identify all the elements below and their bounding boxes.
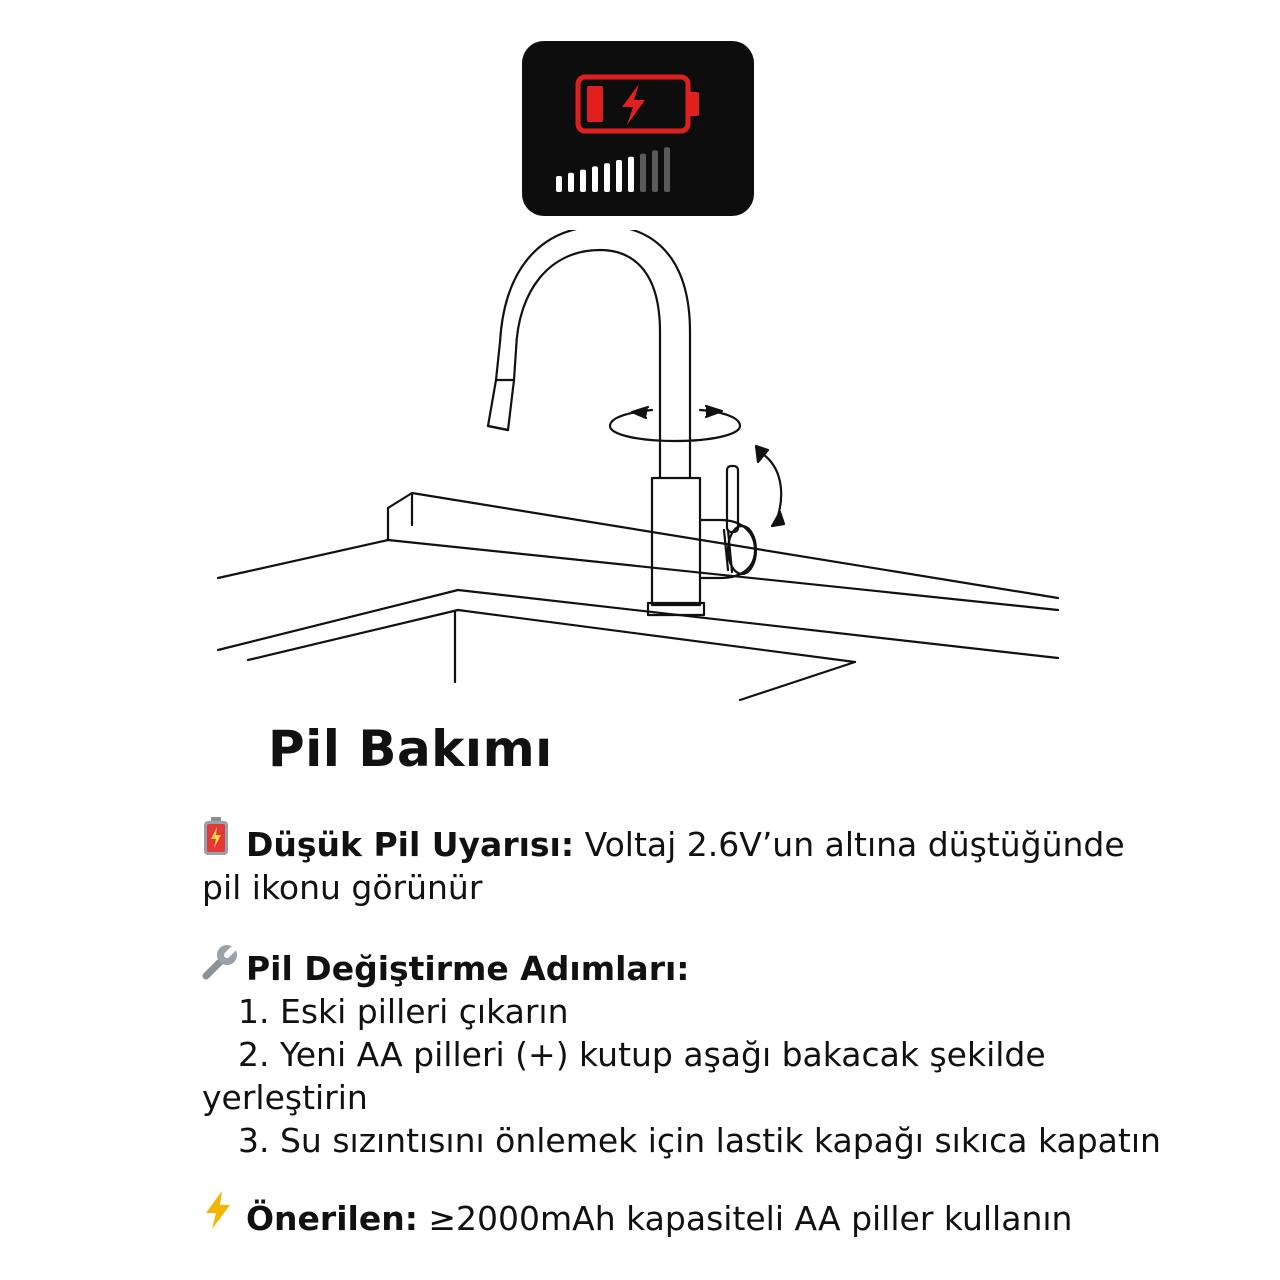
replacement-step-2-continued: yerleştirin xyxy=(202,1078,368,1117)
low-battery-icon xyxy=(578,77,699,131)
battery-level-bars xyxy=(556,147,670,192)
battery-level-bar xyxy=(640,154,646,192)
low-battery-text-1: Voltaj 2.6V’un altına düştüğünde xyxy=(574,825,1125,864)
low-battery-section xyxy=(202,816,1262,909)
replacement-step-3: 3. Su sızıntısını önlemek için lastik kapağı sıkıca kapatın xyxy=(238,1121,1161,1160)
low-battery-text-2: pil ikonu görünür xyxy=(202,868,483,907)
battery-level-bar xyxy=(580,170,586,192)
battery-indicator-graphic xyxy=(522,41,754,216)
page-title: Pil Bakımı xyxy=(268,720,553,778)
recommended-section xyxy=(202,1190,1262,1240)
battery-level-bar xyxy=(592,166,598,192)
replacement-label: Pil Değiştirme Adımları: xyxy=(246,949,690,988)
battery-level-bar xyxy=(556,176,562,192)
replacement-step-2: 2. Yeni AA pilleri (+) kutup aşağı bakacak şekilde xyxy=(238,1035,1046,1074)
replacement-step-1: 1. Eski pilleri çıkarın xyxy=(238,992,569,1031)
recommended-label: Önerilen: xyxy=(246,1199,418,1238)
recommended-text: ≥2000mAh kapasiteli AA piller kullanın xyxy=(417,1199,1073,1238)
battery-level-bar xyxy=(568,173,574,192)
battery-level-bar xyxy=(664,147,670,192)
battery-icon xyxy=(202,816,246,866)
sink-basin-lines xyxy=(248,610,855,700)
battery-level-bar xyxy=(652,150,658,192)
low-battery-label: Düşük Pil Uyarısı: xyxy=(246,825,575,864)
battery-level-bar xyxy=(604,163,610,192)
lightning-icon xyxy=(202,1190,246,1240)
replacement-section xyxy=(202,942,1262,1162)
wrench-icon xyxy=(202,942,246,990)
battery-level-bar xyxy=(628,157,634,192)
rotation-arrows xyxy=(610,406,784,526)
battery-level-bar xyxy=(616,160,622,192)
faucet-illustration xyxy=(200,230,1080,710)
battery-indicator-panel xyxy=(522,41,754,216)
